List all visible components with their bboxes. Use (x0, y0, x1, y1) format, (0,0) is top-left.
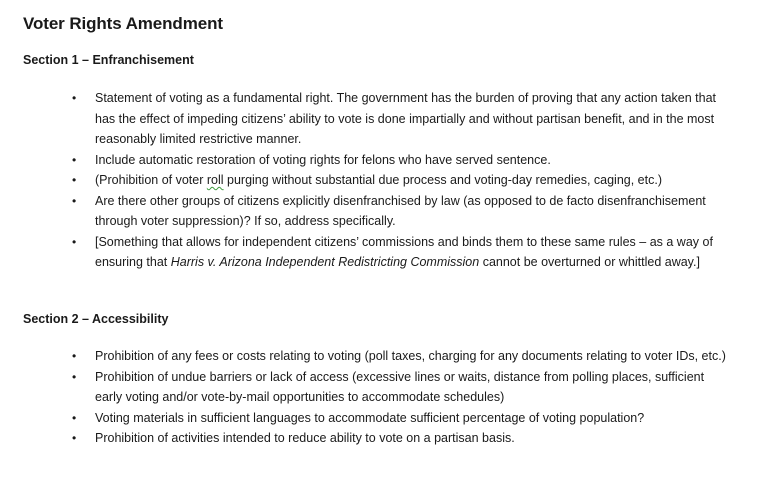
text-run: purging without substantial due process and voting-day remedies, caging, etc.) (223, 173, 662, 187)
list-item (0, 88, 772, 150)
text-run: cannot be overturned or whittled away.] (479, 255, 700, 269)
bullet-icon: • (72, 431, 77, 445)
list-item-text: Prohibition of undue barriers or lack of access (excessive lines or waits, distance from polling places, sufficient early voting and/or vote-by-mail opportunities to accommodate schedules) (95, 369, 705, 404)
list-item-text: Prohibition of activities intended to reduce ability to vote on a partisan basis. (95, 431, 515, 445)
document-title: Voter Rights Amendment (23, 14, 223, 33)
list-item-text: Prohibition of any fees or costs relating to voting (poll taxes, charging for any documents relating to voter IDs, etc.) (95, 349, 726, 363)
list-item (0, 150, 772, 171)
bullet-icon: • (72, 234, 77, 249)
list-item (0, 367, 772, 408)
section-1-heading: Section 1 – Enfranchisement (23, 53, 194, 67)
list-item (0, 232, 772, 273)
list-item-text: Voting materials in sufficient languages to accommodate sufficient percentage of voting population? (95, 410, 645, 425)
bullet-icon: • (72, 369, 77, 384)
spellcheck-flagged-word[interactable]: roll (206, 173, 224, 187)
text-run: (Prohibition of voter (95, 173, 207, 187)
list-item (0, 346, 772, 367)
list-item-text (95, 235, 713, 270)
section-2-heading: Section 2 – Accessibility (23, 312, 169, 326)
list-item-text: Statement of voting as a fundamental right. The government has the burden of proving that any action taken that has the effect of impeding citizens’ ability to vote is done impartially and without partisan benefit, and in the most reasonably limited restrictive manner. (95, 91, 716, 146)
list-item (0, 408, 772, 429)
section-2-list (0, 346, 772, 449)
bullet-icon: • (72, 173, 77, 187)
bullet-icon: • (72, 91, 77, 105)
list-item (0, 428, 772, 449)
bullet-icon: • (72, 193, 77, 208)
list-item-text (95, 173, 662, 187)
list-item-text: Include automatic restoration of voting rights for felons who have served sentence. (95, 152, 551, 167)
bullet-icon: • (72, 410, 77, 425)
list-item-text: Are there other groups of citizens explicitly disenfranchised by law (as opposed to de facto disenfranchisement through voter suppression)? If so, address specifically. (95, 193, 706, 228)
bullet-icon: • (72, 349, 77, 363)
list-item (0, 191, 772, 232)
list-item (0, 170, 772, 191)
bullet-icon: • (72, 152, 77, 167)
text-run: [Something that allows for independent citizens’ commissions and binds them to these same rules – as a way of ensuring that (95, 234, 713, 269)
case-name: Harris v. Arizona Independent Redistricting Commission (170, 255, 480, 269)
section-1-list (0, 88, 772, 273)
